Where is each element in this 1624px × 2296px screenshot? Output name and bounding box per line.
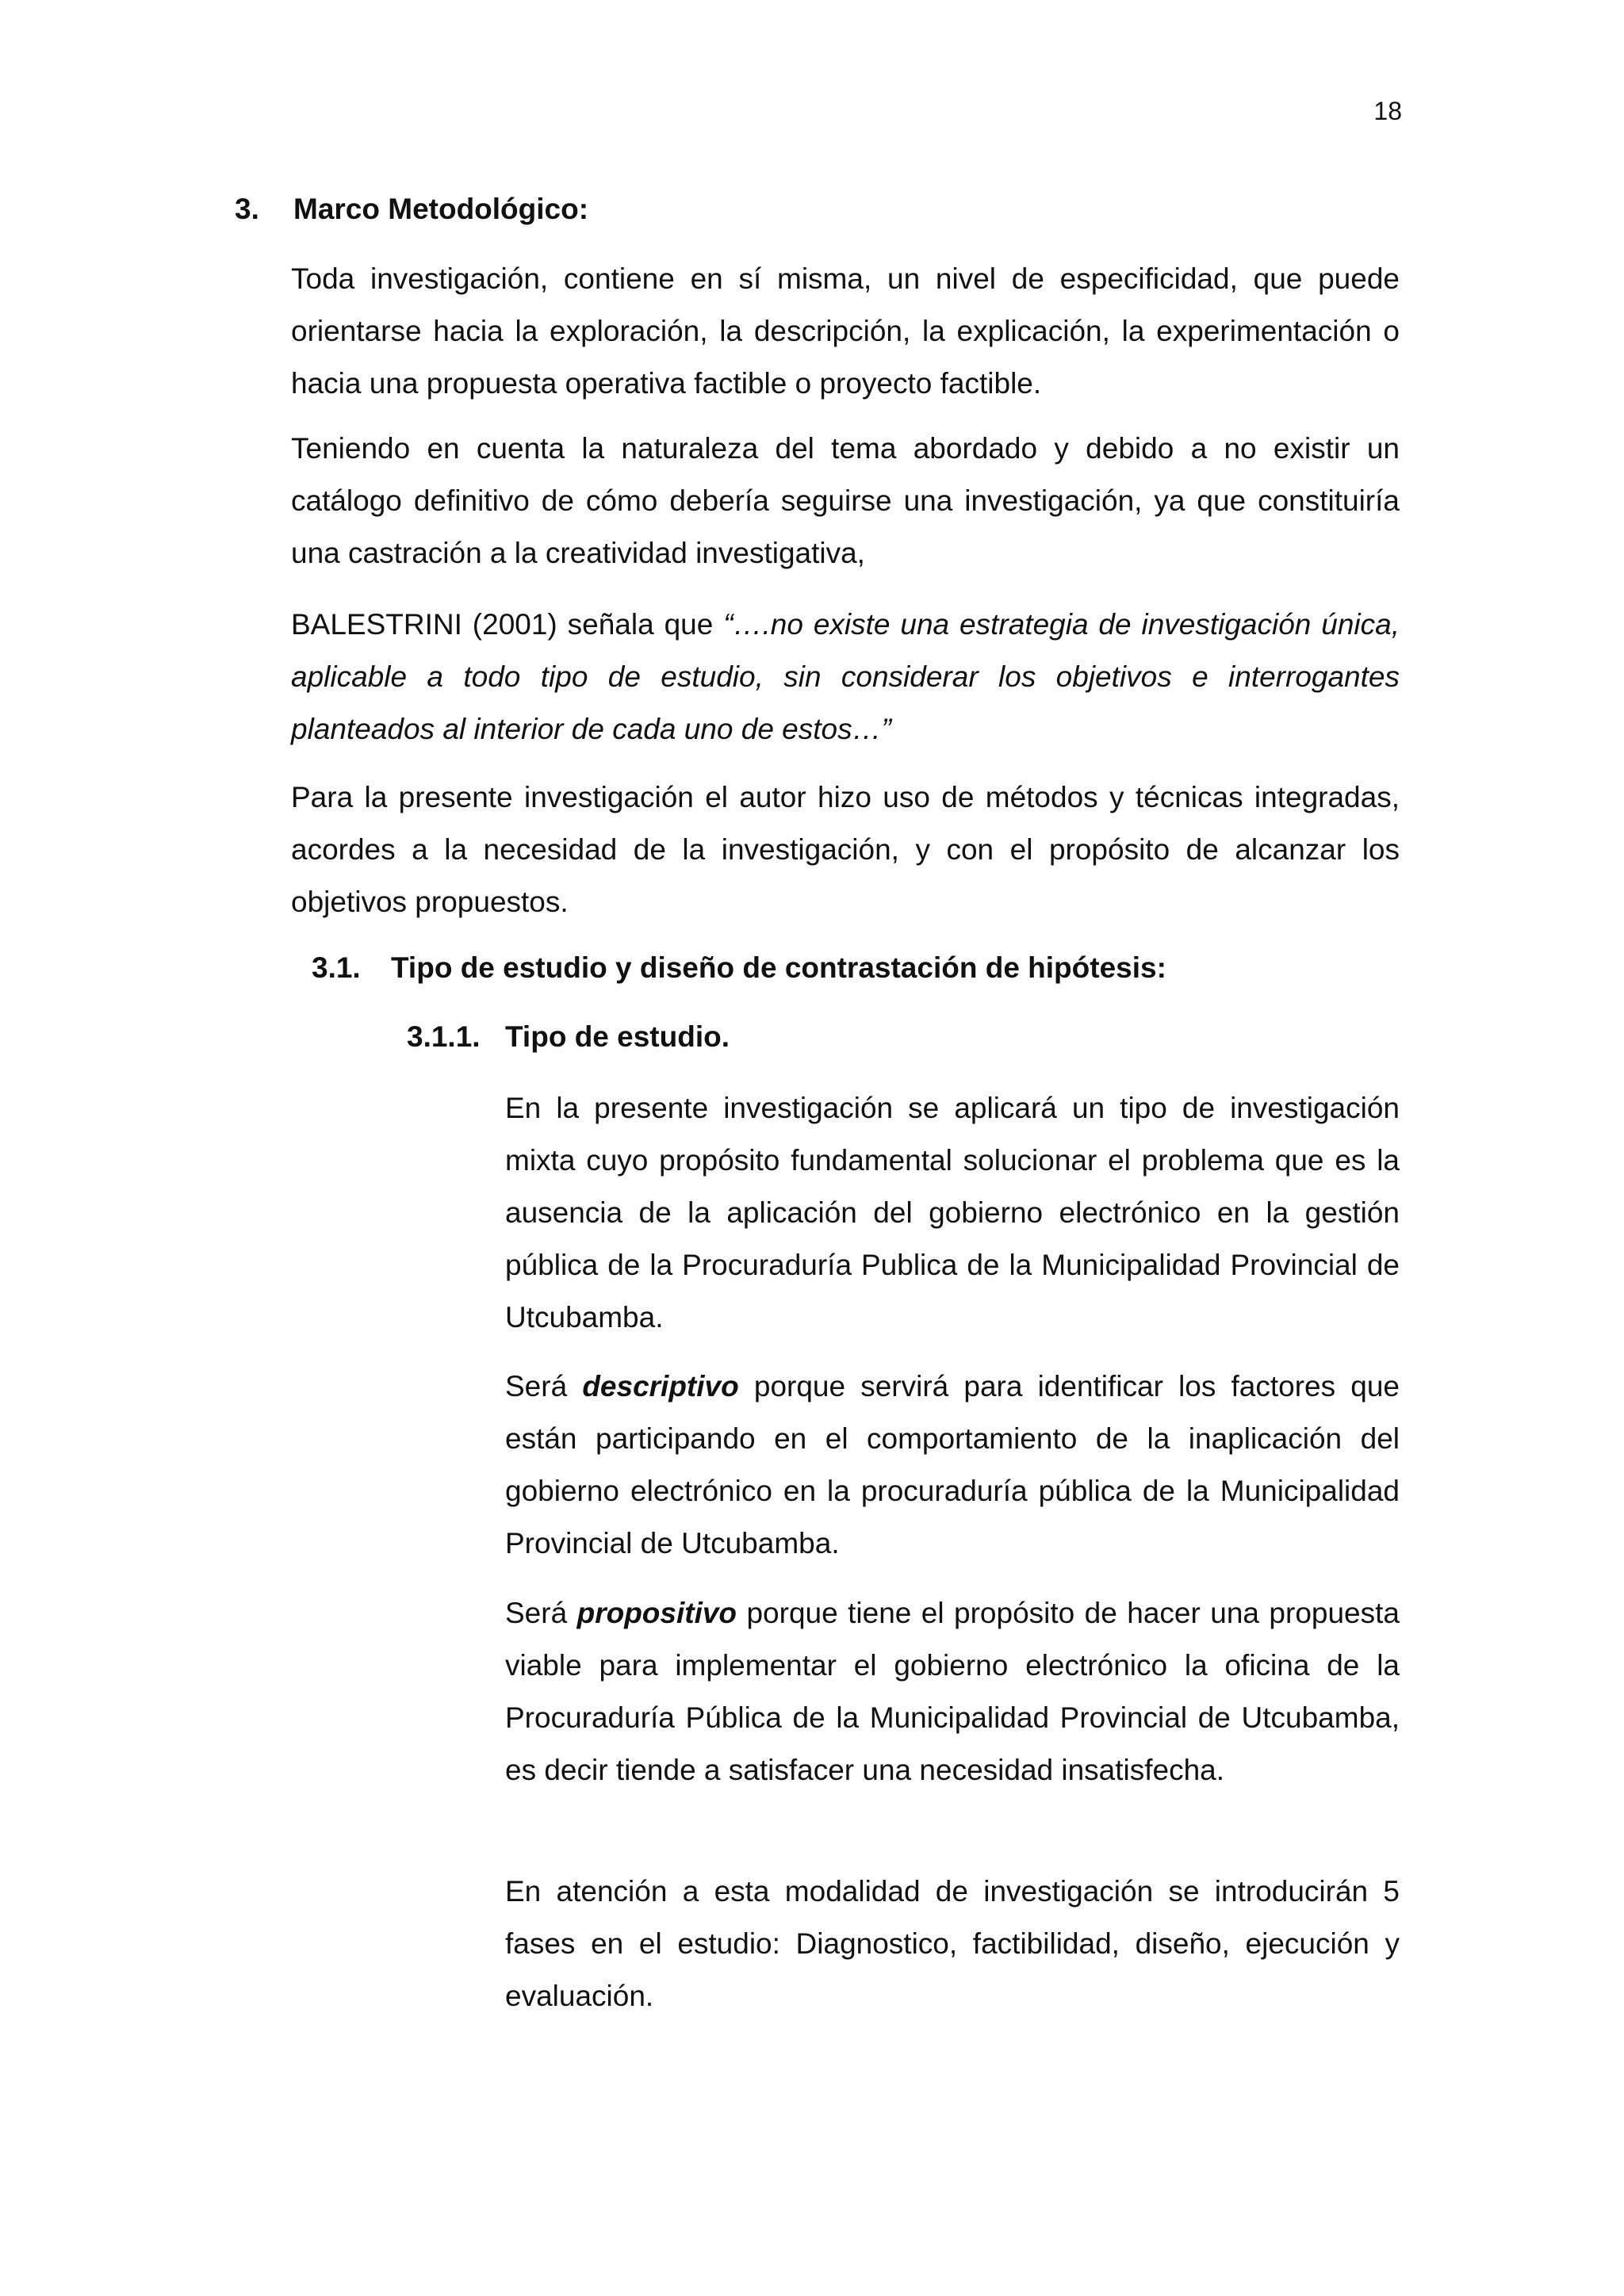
propositive-text: porque tiene el propósito de hacer una propuesta viable para implementar el gobierno electrónico la oficina de la Procuraduría Pública de la Municipalidad Provincial de Utcubamba, es decir tiende a satisfacer una necesidad insatisfecha. — [505, 1597, 1400, 1786]
paragraph-descriptive — [505, 1360, 1400, 1570]
paragraph-methods: Para la presente investigación el autor hizo uso de métodos y técnicas integradas, acordes a la necesidad de la investigación, y con el propósito de alcanzar los objetivos propuestos. — [291, 781, 1400, 918]
subsection-number: 3.1. — [312, 951, 361, 984]
subsubsection-number: 3.1.1. — [407, 1020, 481, 1053]
section-number: 3. — [235, 193, 259, 225]
descriptive-prefix: Será — [505, 1370, 583, 1402]
subsection-heading — [312, 951, 1166, 985]
section-heading — [235, 193, 588, 226]
propositive-prefix: Será — [505, 1597, 577, 1629]
subsubsection-title: Tipo de estudio. — [505, 1020, 730, 1053]
paragraph-study-type: En la presente investigación se aplicará un tipo de investigación mixta cuyo propósito fundamental solucionar el problema que es la ausencia de la aplicación del gobierno electrónico en la gestión pública de la Procuraduría Publica de la Municipalidad Provincial de Utcubamba. — [505, 1092, 1400, 1334]
quote-attribution: BALESTRINI (2001) señala que — [291, 608, 724, 641]
section-title: Marco Metodológico: — [293, 193, 589, 225]
subsection-title: Tipo de estudio y diseño de contrastación de hipótesis: — [391, 951, 1166, 984]
paragraph-quote — [291, 599, 1400, 756]
paragraph-phases: En atención a esta modalidad de investigación se introducirán 5 fases en el estudio: Diagnostico, factibilidad, diseño, ejecución y evaluación. — [505, 1875, 1400, 2012]
subsubsection-heading — [407, 1020, 730, 1054]
propositive-term: propositivo — [576, 1597, 737, 1629]
paragraph-intro: Toda investigación, contiene en sí misma, un nivel de especificidad, que puede orientarse hacia la exploración, la descripción, la explicación, la experimentación o hacia una propuesta operativa factible o proyecto factible. — [291, 262, 1400, 400]
descriptive-text: porque servirá para identificar los factores que están participando en el comportamiento de la inaplicación del gobierno electrónico en la procuraduría pública de la Municipalidad Provincial de Utcubamba. — [505, 1370, 1400, 1559]
page-number: 18 — [1373, 97, 1402, 125]
descriptive-term: descriptivo — [582, 1370, 739, 1402]
paragraph-context: Teniendo en cuenta la naturaleza del tema abordado y debido a no existir un catálogo definitivo de cómo debería seguirse una investigación, ya que constituiría una castración a la creatividad investigativa, — [291, 432, 1400, 569]
paragraph-propositive — [505, 1587, 1400, 1797]
quote-text: “….no existe una estrategia de investigación única, aplicable a todo tipo de estudio, sin considerar los objetivos e interrogantes planteados al interior de cada uno de estos…” — [291, 608, 1400, 745]
